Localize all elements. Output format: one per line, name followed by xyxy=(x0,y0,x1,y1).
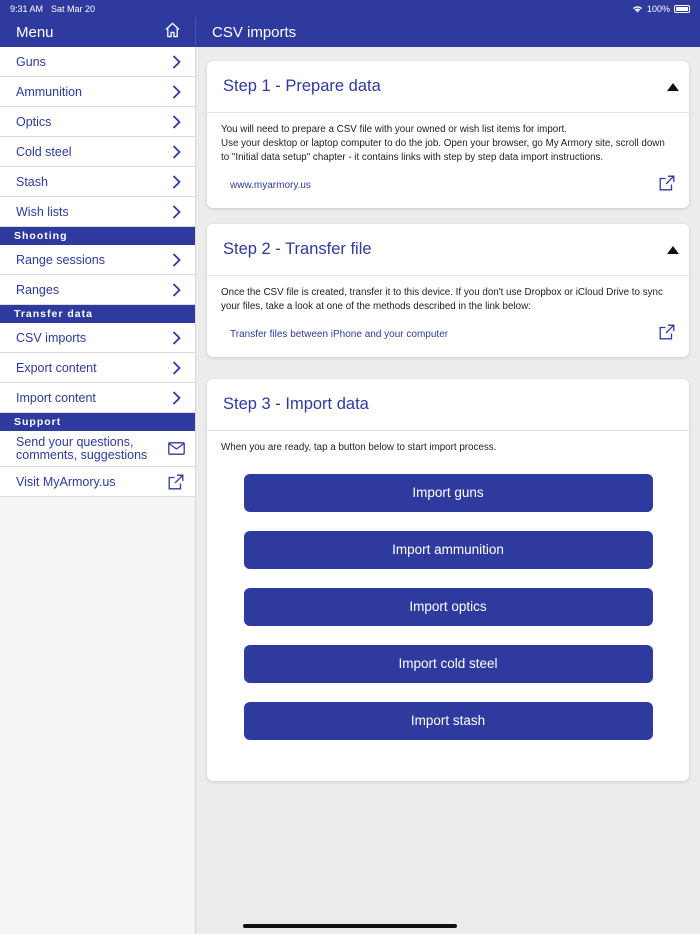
external-link-icon xyxy=(167,473,185,491)
section-support: Support xyxy=(0,413,195,431)
step1-header[interactable] xyxy=(207,61,689,113)
external-link-icon[interactable] xyxy=(659,324,675,345)
sidebar-item-label: Wish lists xyxy=(16,204,69,219)
transfer-files-link[interactable]: Transfer files between iPhone and your computer xyxy=(230,328,449,340)
chevron-right-icon xyxy=(167,251,185,269)
step3-body xyxy=(207,431,689,754)
sidebar-item-import-content[interactable] xyxy=(0,383,195,413)
sidebar-item-visit-site[interactable] xyxy=(0,467,195,497)
home-icon[interactable] xyxy=(164,22,181,43)
sidebar-item-label: Cold steel xyxy=(16,144,72,159)
sidebar-item-label: Ranges xyxy=(16,282,60,297)
sidebar-item-label: Import content xyxy=(16,390,96,405)
status-bar xyxy=(0,0,700,17)
status-right xyxy=(632,4,690,14)
step1-title: Step 1 - Prepare data xyxy=(223,77,381,95)
sidebar-item-label: Stash xyxy=(16,174,48,189)
import-guns-button[interactable]: Import guns xyxy=(244,474,653,512)
step3-text: When you are ready, tap a button below to start import process. xyxy=(221,442,497,453)
sidebar xyxy=(0,47,196,934)
sidebar-item-guns[interactable] xyxy=(0,47,195,77)
sidebar-item-label: Ammunition xyxy=(16,84,82,99)
step2-title: Step 2 - Transfer file xyxy=(223,240,372,258)
step3-header xyxy=(207,379,689,431)
top-bar xyxy=(0,17,700,47)
chevron-right-icon xyxy=(167,359,185,377)
section-shooting: Shooting xyxy=(0,227,195,245)
sidebar-item-send-feedback[interactable] xyxy=(0,431,195,467)
sidebar-item-label: Visit MyArmory.us xyxy=(16,474,116,489)
import-cold-steel-button[interactable]: Import cold steel xyxy=(244,645,653,683)
sidebar-item-optics[interactable] xyxy=(0,107,195,137)
battery-percent: 100% xyxy=(646,3,670,14)
sidebar-item-label: Range sessions xyxy=(16,252,105,267)
chevron-right-icon xyxy=(167,173,185,191)
step1-link-row[interactable] xyxy=(221,175,675,196)
sidebar-item-stash[interactable] xyxy=(0,167,195,197)
menu-header xyxy=(0,17,196,47)
step2-card xyxy=(207,224,689,357)
sidebar-item-cold-steel[interactable] xyxy=(0,137,195,167)
main-content xyxy=(196,47,700,934)
import-stash-button[interactable]: Import stash xyxy=(244,702,653,740)
chevron-right-icon xyxy=(167,329,185,347)
chevron-right-icon xyxy=(167,53,185,71)
step3-card xyxy=(207,379,689,781)
myarmory-link[interactable]: www.myarmory.us xyxy=(230,179,311,191)
step1-line2: Use your desktop or laptop computer to do the job. Open your browser, go My Armory site, scroll down to "Initial data setup" chapter - it contains links with step by step data import instructions. xyxy=(221,138,665,163)
step2-header[interactable] xyxy=(207,224,689,276)
sidebar-item-ammunition[interactable] xyxy=(0,77,195,107)
step1-body xyxy=(207,113,689,208)
step2-text: Once the CSV file is created, transfer it to this device. If you don't use Dropbox or iCloud Drive to sync your files, take a look at one of the methods described in the link below: xyxy=(221,287,663,312)
chevron-right-icon xyxy=(167,389,185,407)
mail-icon xyxy=(167,440,185,458)
step2-body xyxy=(207,276,689,357)
chevron-right-icon xyxy=(167,83,185,101)
import-ammunition-button[interactable]: Import ammunition xyxy=(244,531,653,569)
caret-up-icon[interactable] xyxy=(667,246,679,254)
chevron-right-icon xyxy=(167,113,185,131)
sidebar-item-label: Guns xyxy=(16,54,46,69)
step3-title: Step 3 - Import data xyxy=(223,395,369,413)
status-date: Sat Mar 20 xyxy=(51,3,96,14)
sidebar-item-label: Export content xyxy=(16,360,97,375)
chevron-right-icon xyxy=(167,281,185,299)
external-link-icon[interactable] xyxy=(659,175,675,196)
step2-link-row[interactable] xyxy=(221,324,675,345)
page-title: CSV imports xyxy=(212,23,297,41)
status-time: 9:31 AM xyxy=(10,3,44,14)
chevron-right-icon xyxy=(167,143,185,161)
sidebar-item-wish-lists[interactable] xyxy=(0,197,195,227)
step1-line1: You will need to prepare a CSV file with your owned or wish list items for import. xyxy=(221,124,567,135)
menu-title: Menu xyxy=(16,23,54,41)
caret-up-icon[interactable] xyxy=(667,83,679,91)
sidebar-item-label: CSV imports xyxy=(16,330,87,345)
sidebar-item-export-content[interactable] xyxy=(0,353,195,383)
wifi-icon xyxy=(632,5,643,13)
sidebar-item-label: Optics xyxy=(16,114,52,129)
battery-icon xyxy=(674,5,690,13)
step1-card xyxy=(207,61,689,208)
section-transfer-data: Transfer data xyxy=(0,305,195,323)
home-indicator xyxy=(243,924,457,928)
sidebar-item-range-sessions[interactable] xyxy=(0,245,195,275)
sidebar-item-label: Send your questions, comments, suggestions xyxy=(16,434,148,462)
chevron-right-icon xyxy=(167,203,185,221)
sidebar-item-ranges[interactable] xyxy=(0,275,195,305)
import-optics-button[interactable]: Import optics xyxy=(244,588,653,626)
sidebar-item-csv-imports[interactable] xyxy=(0,323,195,353)
